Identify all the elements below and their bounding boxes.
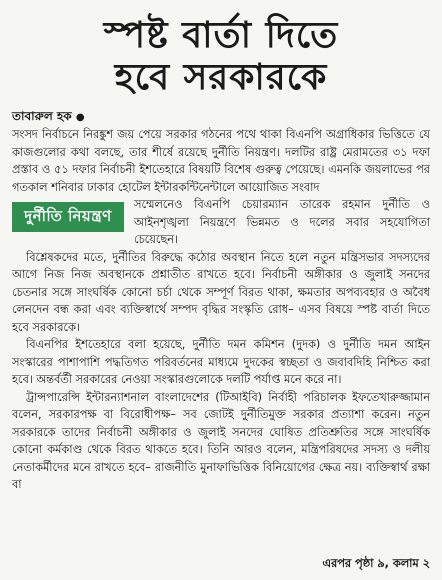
bullet-dot-icon: ● <box>75 112 85 123</box>
byline <box>12 108 430 126</box>
headline-line-1: স্পষ্ট বার্তা দিতে <box>103 14 339 56</box>
paragraph-4: বিএনপির ইশতেহারে বলা হয়েছে, দুর্নীতি দমন কমিশন (দুদক) ও দুর্নীতি দমন আইন সংস্কারের পাশাপাশি পদ্ধতিগত পরিবর্তনের মাধ্যমে দুদকের স্বচ্ছতা ও জবাবদিহি নিশ্চিত করা হবে। অন্তর্বর্তী সরকারের নেওয়া সংস্কারগুলোকে দলটি পর্যাপ্ত মনে করে না। <box>12 338 430 386</box>
paragraph-2: সম্মেলনেও বিএনপি চেয়ারম্যান তারেক রহমান দুর্নীতি ও আইনশৃঙ্খলা নিয়ন্ত্রণে ভিন্নমত ও দলের সবার সহযোগিতা চেয়েছেন। <box>134 198 430 246</box>
headline <box>12 14 430 98</box>
headline-line-2: হবে সরকারকে <box>114 56 328 98</box>
continuation-footer <box>12 555 430 572</box>
paragraph-1: সংসদ নির্বাচনে নিরঙ্কুশ জয় পেয়ে সরকার গঠনের পথে থাকা বিএনপি অগ্রাধিকার ভিত্তিতে যে কাজগুলোর কথা বলছে, তার শীর্ষে রয়েছে দুর্নীতি নিয়ন্ত্রণ। দলটির রাষ্ট্র মেরামতের ৩১ দফা প্রস্তাব ও ৫১ দফার নির্বাচনী ইশতেহারে বিষয়টি বিশেষ গুরুত্ব পেয়েছে। এমনকি জয়লাভের পর গতকাল শনিবার ঢাকার হোটেল ইন্টারকন্টিনেন্টালে আয়োজিত সংবাদ <box>12 128 430 194</box>
section-box: দুর্নীতি নিয়ন্ত্রণ <box>12 202 124 232</box>
byline-author: তাবারুল হক <box>12 109 72 123</box>
paragraph-3: বিশ্লেষকদের মতে, দুর্নীতির বিরুদ্ধে কঠোর অবস্থান নিতে হলে নতুন মন্ত্রিসভার সদস্যদের আগে নিজ নিজ অবস্থানকে প্রশ্নাতীত রাখতে হবে। নির্বাচনী অঙ্গীকার ও জুলাই সনদের চেতনার সঙ্গে সাংঘর্ষিক কোনো চর্চা থেকে সম্পূর্ণ বিরত থাকা, ক্ষমতার অপব্যবহার ও অবৈধ লেনদেন বন্ধ করা এবং ব্যক্তিস্বার্থে সম্পদ বৃদ্ধির সংস্কৃতি রোধ– এসব বিষয়ে স্পষ্ট বার্তা দিতে হবে সরকারকে। <box>12 250 430 334</box>
paragraph-5: ট্রান্সপারেন্সি ইন্টারন্যাশনাল বাংলাদেশের (টিআইবি) নির্বাহী পরিচালক ইফতেখারুজ্জামান বলেন, সরকারপক্ষ বা বিরোধীপক্ষ– সব জোটই দুর্নীতিমুক্ত সরকার প্রত্যাশা করেন। নতুন সরকারকে তাদের নির্বাচনী অঙ্গীকার ও জুলাই সনদের ঘোষিত প্রতিশ্রুতির সঙ্গে সাংঘর্ষিক কোনো কর্মকাণ্ড থেকে বিরত থাকতে হবে। তিনি আরও বলেন, মন্ত্রিপরিষদের সদস্য ও দলীয় নেতাকর্মীদের মনে রাখতে হবে– রাজনীতি মুনাফাভিত্তিক বিনিয়োগের ক্ষেত্র নয়। ব্যক্তিস্বার্থ রক্ষা বা <box>12 390 430 491</box>
article-body <box>12 126 430 494</box>
jump-text[interactable]: এরপর পৃষ্ঠা ৯, কলাম ২ <box>322 557 430 570</box>
